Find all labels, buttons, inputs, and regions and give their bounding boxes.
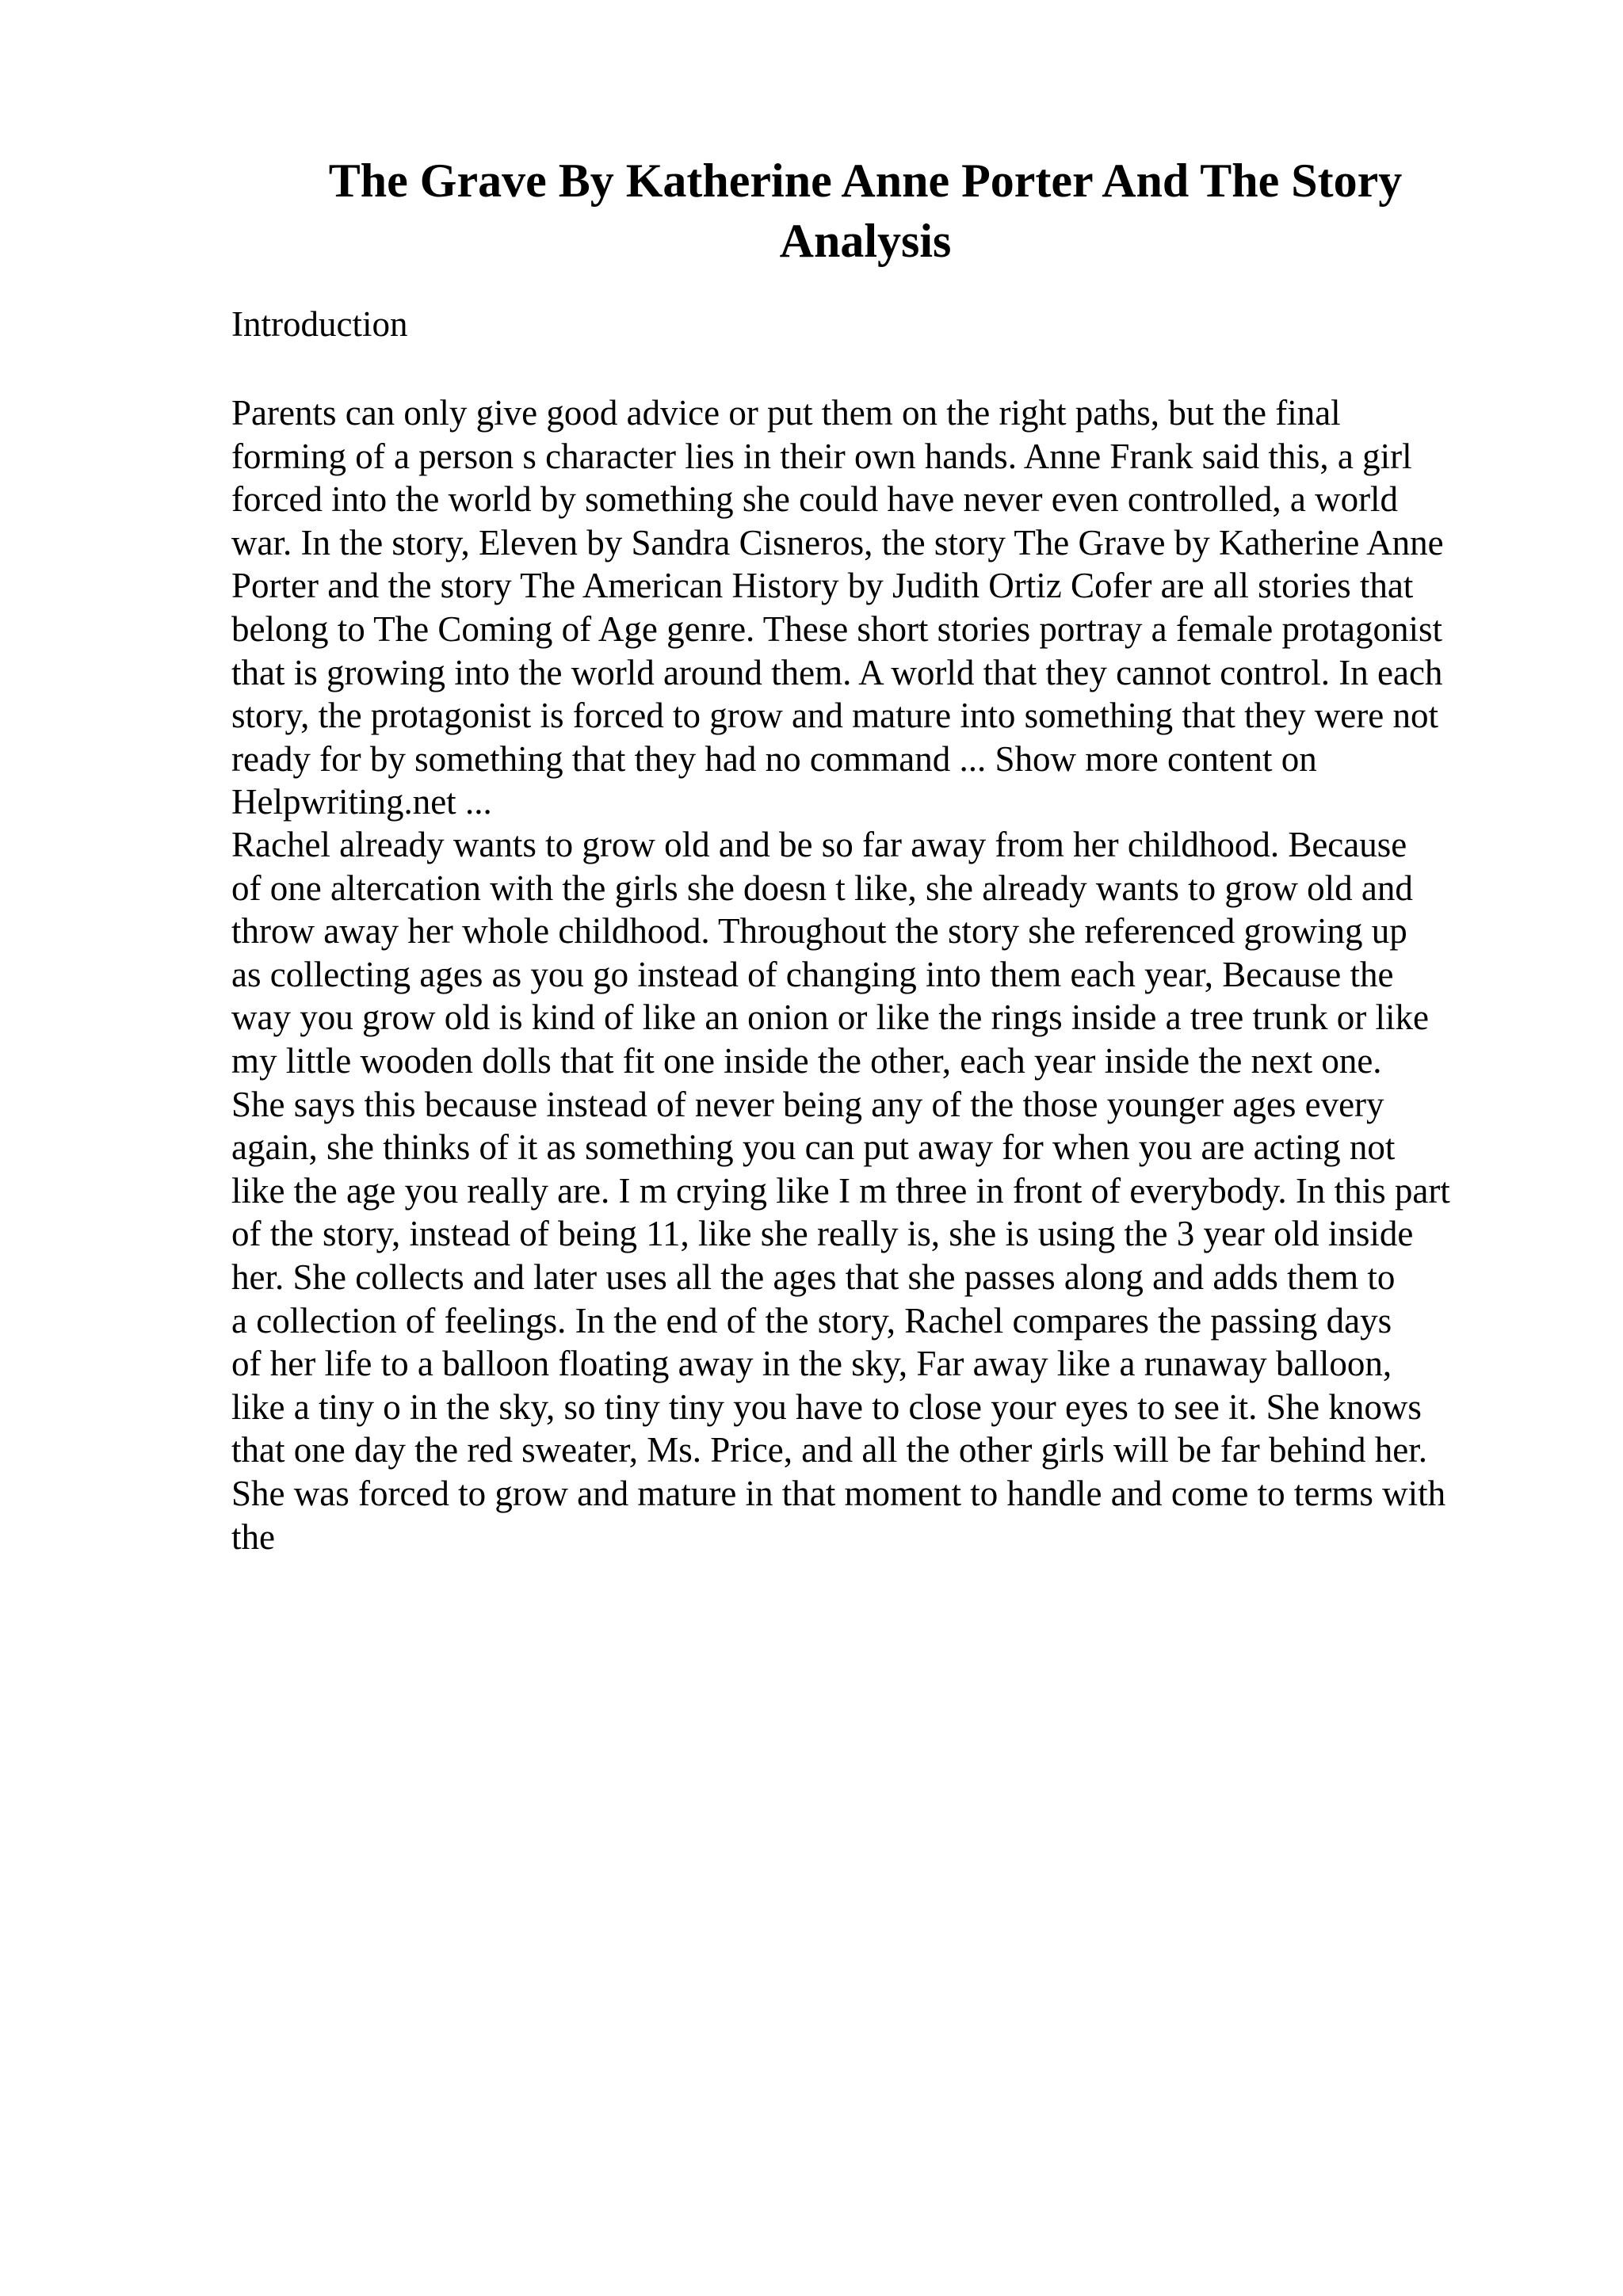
introduction-heading: Introduction: [231, 304, 408, 344]
text-line: of one altercation with the girls she doesn t like, she already wants to grow old and: [231, 868, 1413, 908]
text-line: She says this because instead of never being any of the those younger ages every: [231, 1084, 1384, 1124]
paragraph-body: [231, 823, 1450, 1558]
text-line: a collection of feelings. In the end of the story, Rachel compares the passing days: [231, 1300, 1392, 1341]
text-line: She was forced to grow and mature in that moment to handle and come to terms with: [231, 1473, 1446, 1513]
text-line: that one day the red sweater, Ms. Price, and all the other girls will be far behind her.: [231, 1430, 1427, 1470]
text-line: that is growing into the world around them. A world that they cannot control. In each: [231, 652, 1443, 692]
text-line: war. In the story, Eleven by Sandra Cisneros, the story The Grave by Katherine Anne: [231, 522, 1444, 563]
text-line: as collecting ages as you go instead of changing into them each year, Because the: [231, 954, 1394, 994]
text-line: like the age you really are. I m crying like I m three in front of everybody. In this part: [231, 1170, 1450, 1211]
text-line: forming of a person s character lies in their own hands. Anne Frank said this, a girl: [231, 436, 1412, 476]
text-line: ready for by something that they had no command ... Show more content on: [231, 738, 1317, 779]
text-line: of her life to a balloon floating away in the sky, Far away like a runaway balloon,: [231, 1344, 1392, 1384]
text-line: belong to The Coming of Age genre. These short stories portray a female protagonist: [231, 608, 1442, 649]
text-line: Rachel already wants to grow old and be so far away from her childhood. Because: [231, 825, 1407, 864]
text-line: like a tiny o in the sky, so tiny tiny you have to close your eyes to see it. She knows: [231, 1386, 1422, 1427]
document-title: [231, 151, 1499, 271]
text-line: forced into the world by something she could have never even controlled, a world: [231, 479, 1399, 520]
text-line: Parents can only give good advice or put them on the right paths, but the final: [231, 393, 1341, 433]
text-line: throw away her whole childhood. Throughout the story she referenced growing up: [231, 911, 1407, 952]
text-line: her. She collects and later uses all the ages that she passes along and adds them to: [231, 1257, 1396, 1297]
text-line: way you grow old is kind of like an onion or like the rings inside a tree trunk or like: [231, 997, 1429, 1038]
title-line: The Grave By Katherine Anne Porter And The Story: [328, 154, 1403, 207]
text-line: Helpwriting.net ...: [231, 782, 492, 822]
text-line: the: [231, 1516, 275, 1557]
text-line: my little wooden dolls that fit one inside the other, each year inside the next one.: [231, 1040, 1382, 1081]
text-line: again, she thinks of it as something you can put away for when you are acting not: [231, 1127, 1396, 1168]
text-line: of the story, instead of being 11, like she really is, she is using the 3 year old inside: [231, 1214, 1414, 1254]
paragraph-introduction: [231, 391, 1444, 824]
text-line: story, the protagonist is forced to grow and mature into something that they were not: [231, 696, 1438, 736]
title-line: Analysis: [779, 215, 952, 267]
text-line: Porter and the story The American History by Judith Ortiz Cofer are all stories that: [231, 566, 1414, 606]
